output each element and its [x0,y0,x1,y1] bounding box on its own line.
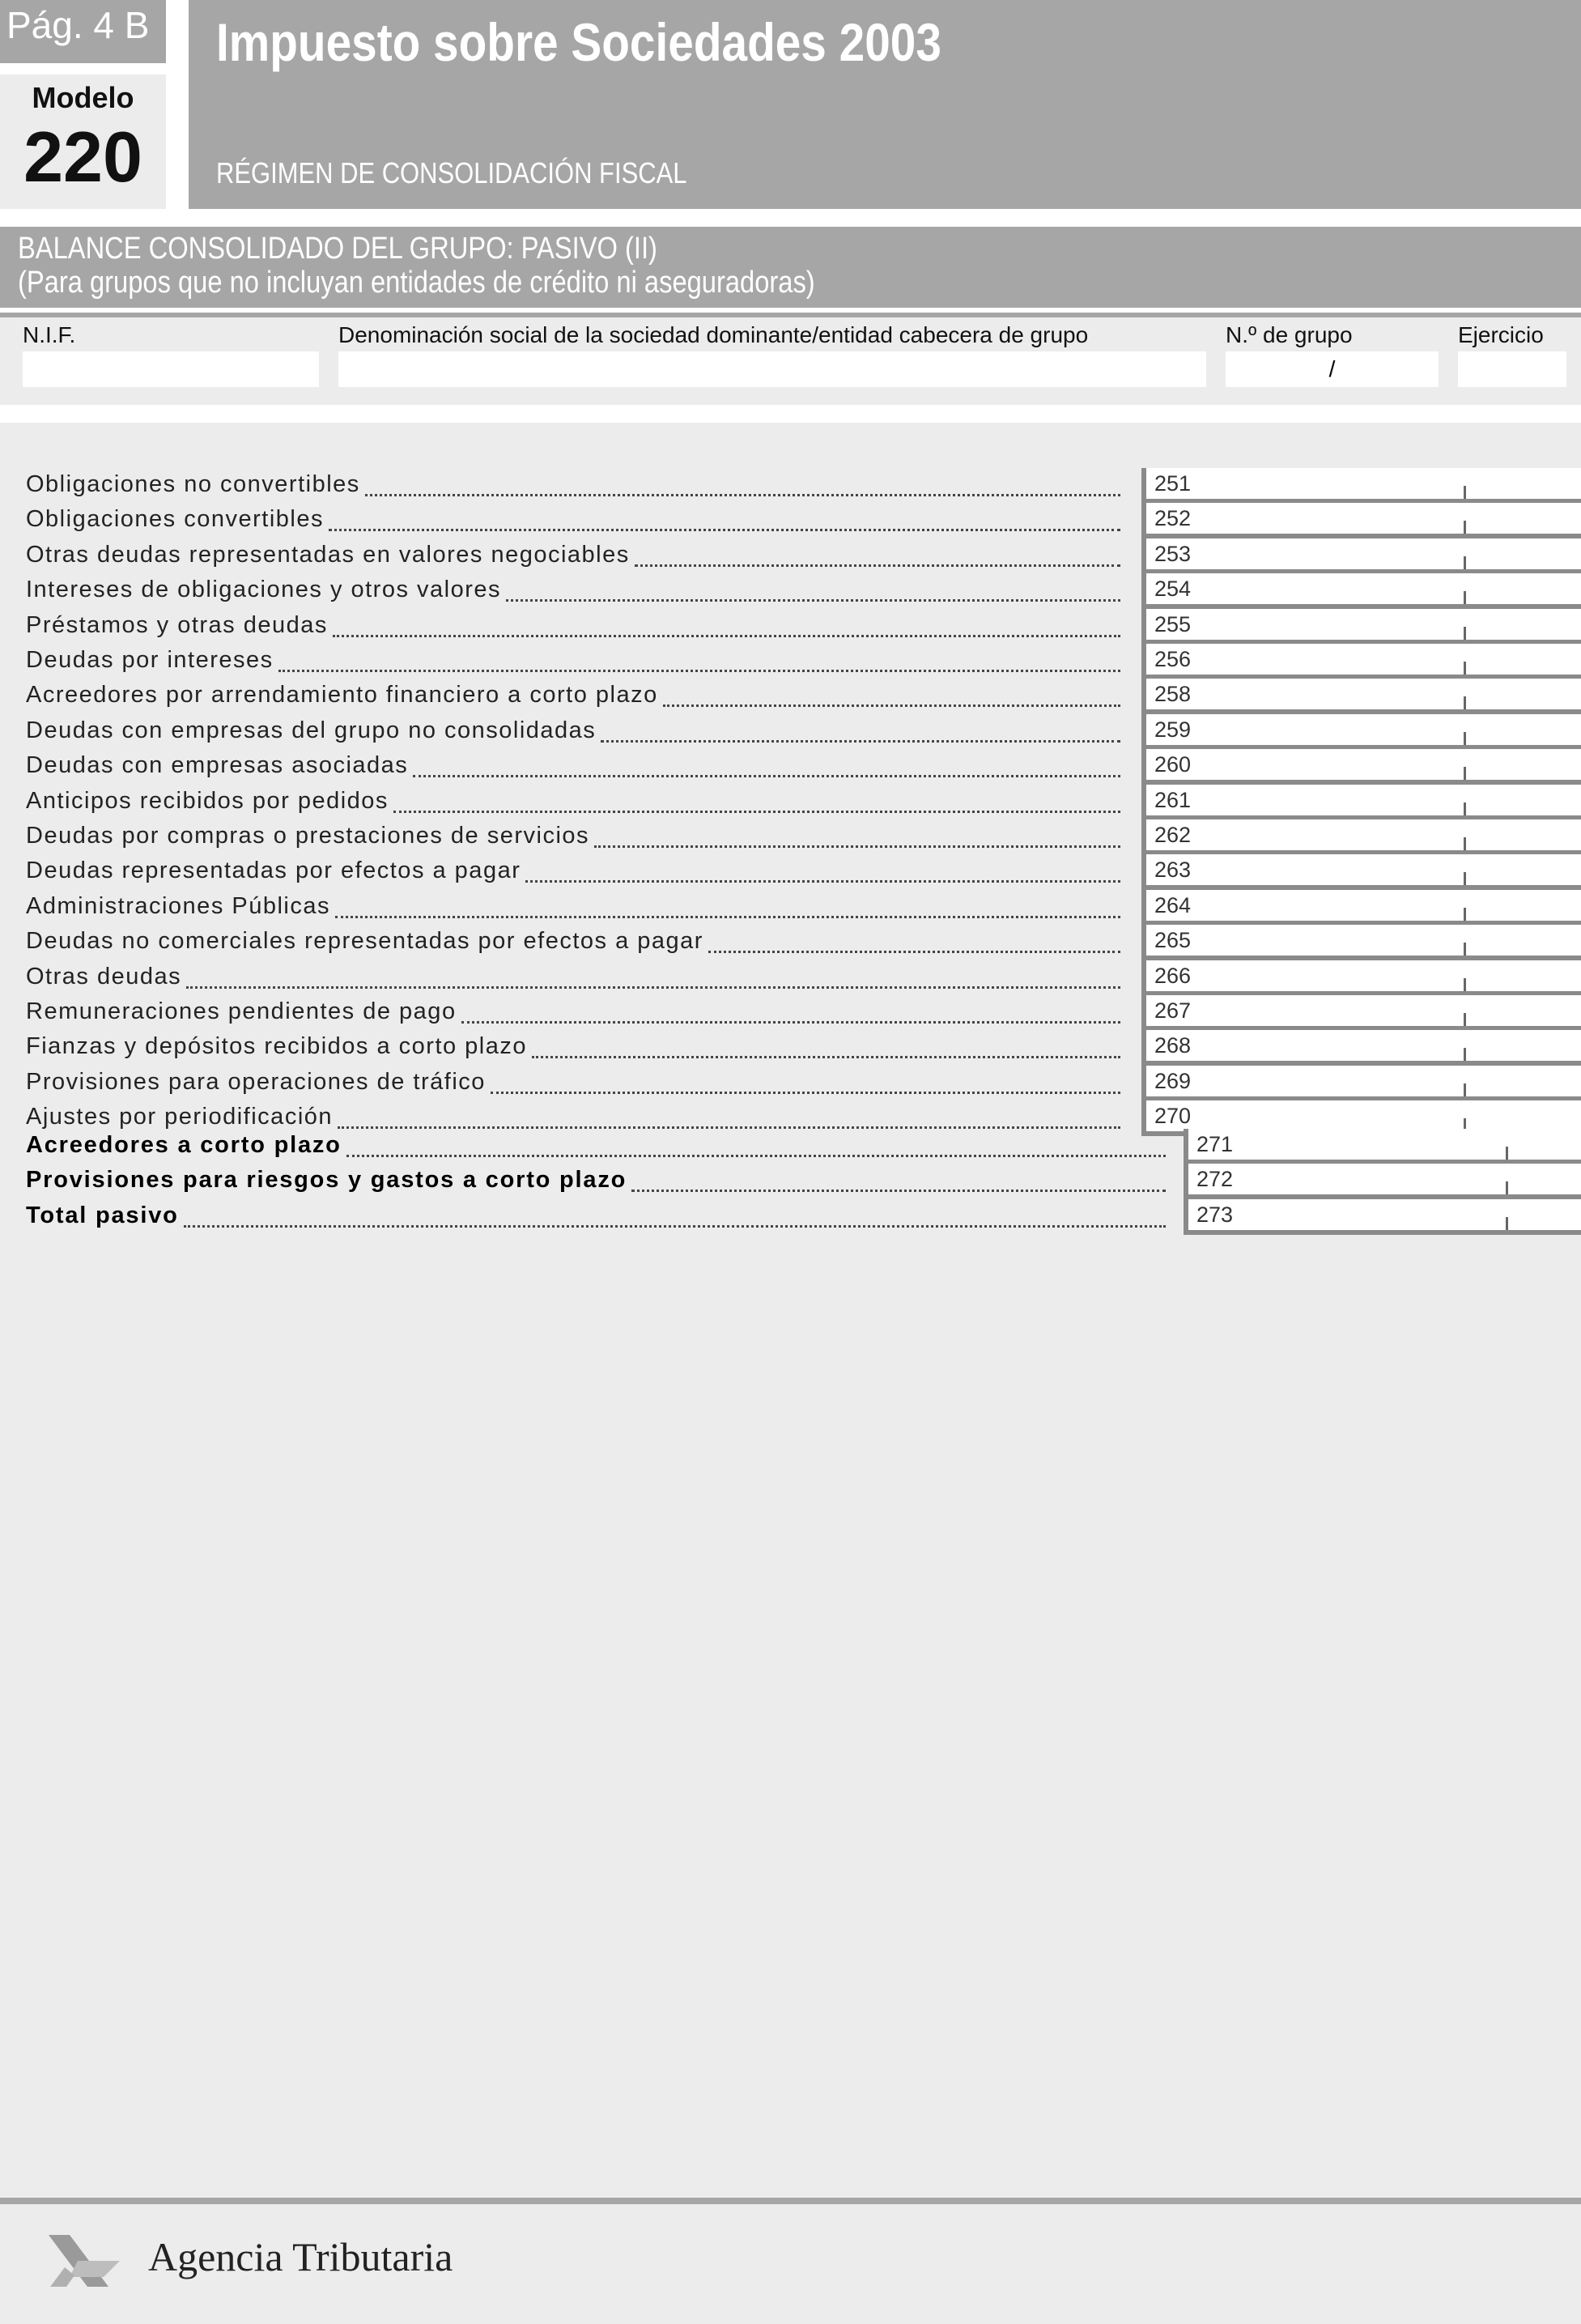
decimal-separator-tick [1464,767,1466,780]
box-code: 261 [1141,785,1206,820]
leader-dots [708,951,1120,953]
total-row-label: Provisiones para riesgos y gastos a corto plazo [26,1167,627,1193]
denominacion-label: Denominación social de la sociedad dominante/entidad cabecera de grupo [338,322,1089,347]
decimal-separator-tick [1506,1147,1508,1160]
row-label: Otras deudas representadas en valores negociables [26,542,630,568]
row-label: Deudas por intereses [26,647,274,673]
decimal-separator-tick [1464,627,1466,640]
amount-field[interactable] [1206,1066,1581,1101]
decimal-separator-tick [1464,978,1466,991]
agency-name: Agencia Tributaria [148,2234,453,2279]
modelo-label: Modelo [32,81,134,114]
nif-field[interactable] [23,351,319,387]
leader-dots [184,1225,1166,1228]
agencia-tributaria-logo-icon [45,2228,123,2293]
section-note: (Para grupos que no incluyan entidades de crédito ni aseguradoras) [18,266,815,300]
leader-dots [506,599,1120,602]
ejercicio-label: Ejercicio [1458,322,1544,347]
box-code: 266 [1141,960,1206,996]
leader-dots [335,916,1120,918]
leader-dots [338,1126,1120,1129]
box-code: 265 [1141,925,1206,960]
leader-dots [278,670,1120,672]
amount-field[interactable] [1206,819,1581,855]
amount-field[interactable] [1248,1199,1581,1235]
leader-dots [601,740,1120,743]
leader-dots [594,845,1120,848]
decimal-separator-tick [1464,521,1466,534]
page-number: Pág. 4 B [6,4,150,46]
nif-label: N.I.F. [23,322,76,347]
box-code: 271 [1184,1129,1248,1164]
row-label: Provisiones para operaciones de tráfico [26,1069,486,1095]
amount-field[interactable] [1206,644,1581,679]
amount-field[interactable] [1206,785,1581,820]
box-code: 264 [1141,890,1206,926]
row-label: Acreedores por arrendamiento financiero a corto plazo [26,682,658,708]
leader-dots [333,635,1120,637]
decimal-separator-tick [1464,1013,1466,1026]
leader-dots [365,494,1120,496]
decimal-separator-tick [1464,696,1466,709]
box-code: 254 [1141,573,1206,609]
box-code: 258 [1141,679,1206,714]
leader-dots [346,1155,1166,1157]
leader-dots [525,880,1120,883]
box-code: 252 [1141,503,1206,538]
amount-field[interactable] [1206,573,1581,609]
decimal-separator-tick [1464,802,1466,815]
box-code: 251 [1141,468,1206,504]
leader-dots [413,775,1120,777]
box-code: 255 [1141,609,1206,645]
decimal-separator-tick [1464,556,1466,569]
leader-dots [393,811,1120,813]
page-subtitle: RÉGIMEN DE CONSOLIDACIÓN FISCAL [216,156,687,189]
box-code: 256 [1141,644,1206,679]
amount-field[interactable] [1206,925,1581,960]
amount-field[interactable] [1206,890,1581,926]
amount-field[interactable] [1206,995,1581,1031]
box-code: 272 [1184,1164,1248,1199]
row-label: Deudas representadas por efectos a pagar [26,858,521,883]
leader-dots [186,986,1120,989]
leader-dots [663,704,1120,707]
amount-field[interactable] [1206,538,1581,574]
decimal-separator-tick [1506,1181,1508,1194]
leader-dots [635,564,1120,567]
box-code: 270 [1141,1100,1206,1136]
total-row-label: Acreedores a corto plazo [26,1132,342,1158]
total-row-label: Total pasivo [26,1202,179,1228]
row-label: Obligaciones convertibles [26,506,324,532]
row-label: Anticipos recibidos por pedidos [26,788,389,814]
page-title: Impuesto sobre Sociedades 2003 [216,12,941,72]
modelo-number: 220 [23,117,142,197]
amount-field[interactable] [1206,749,1581,785]
decimal-separator-tick [1464,872,1466,885]
amount-field[interactable] [1206,468,1581,504]
amount-field[interactable] [1248,1129,1581,1164]
decimal-separator-tick [1464,943,1466,956]
row-label: Otras deudas [26,964,182,990]
leader-dots [631,1190,1166,1192]
amount-field[interactable] [1248,1164,1581,1199]
denominacion-field[interactable] [338,351,1206,387]
leader-dots [461,1021,1120,1024]
box-code: 259 [1141,714,1206,750]
row-label: Intereses de obligaciones y otros valores [26,577,502,602]
box-code: 268 [1141,1030,1206,1066]
section-title: BALANCE CONSOLIDADO DEL GRUPO: PASIVO (II) [18,232,657,266]
decimal-separator-tick [1464,1048,1466,1061]
amount-field[interactable] [1206,503,1581,538]
decimal-separator-tick [1464,732,1466,745]
box-code: 269 [1141,1066,1206,1101]
row-label: Ajustes por periodificación [26,1104,334,1130]
leader-dots [532,1056,1120,1058]
decimal-separator-tick [1464,591,1466,604]
row-label: Administraciones Públicas [26,893,330,919]
amount-field[interactable] [1206,609,1581,645]
amount-field[interactable] [1206,714,1581,750]
leader-dots [491,1092,1120,1094]
grupo-label: N.º de grupo [1226,322,1353,347]
leader-dots [329,529,1120,531]
grupo-field[interactable] [1226,351,1439,387]
amount-field[interactable] [1206,960,1581,996]
decimal-separator-tick [1464,662,1466,675]
decimal-separator-tick [1464,486,1466,499]
decimal-separator-tick [1506,1217,1508,1230]
box-code: 267 [1141,995,1206,1031]
row-label: Fianzas y depósitos recibidos a corto plazo [26,1033,528,1059]
row-label: Deudas por compras o prestaciones de servicios [26,823,590,849]
box-code: 253 [1141,538,1206,574]
decimal-separator-tick [1464,837,1466,850]
row-label: Remuneraciones pendientes de pago [26,998,457,1024]
row-label: Deudas no comerciales representadas por efectos a pagar [26,928,703,954]
box-code: 262 [1141,819,1206,855]
footer-divider [0,2198,1581,2204]
ejercicio-field[interactable] [1458,351,1566,387]
box-code: 263 [1141,854,1206,890]
amount-field[interactable] [1206,854,1581,890]
row-label: Deudas con empresas asociadas [26,752,409,778]
amount-field[interactable] [1206,1030,1581,1066]
amount-field[interactable] [1206,679,1581,714]
decimal-separator-tick [1464,1083,1466,1096]
box-code: 260 [1141,749,1206,785]
box-code: 273 [1184,1199,1248,1235]
row-label: Préstamos y otras deudas [26,612,328,638]
row-label: Deudas con empresas del grupo no consolidadas [26,717,597,743]
decimal-separator-tick [1464,908,1466,921]
row-label: Obligaciones no convertibles [26,471,360,497]
